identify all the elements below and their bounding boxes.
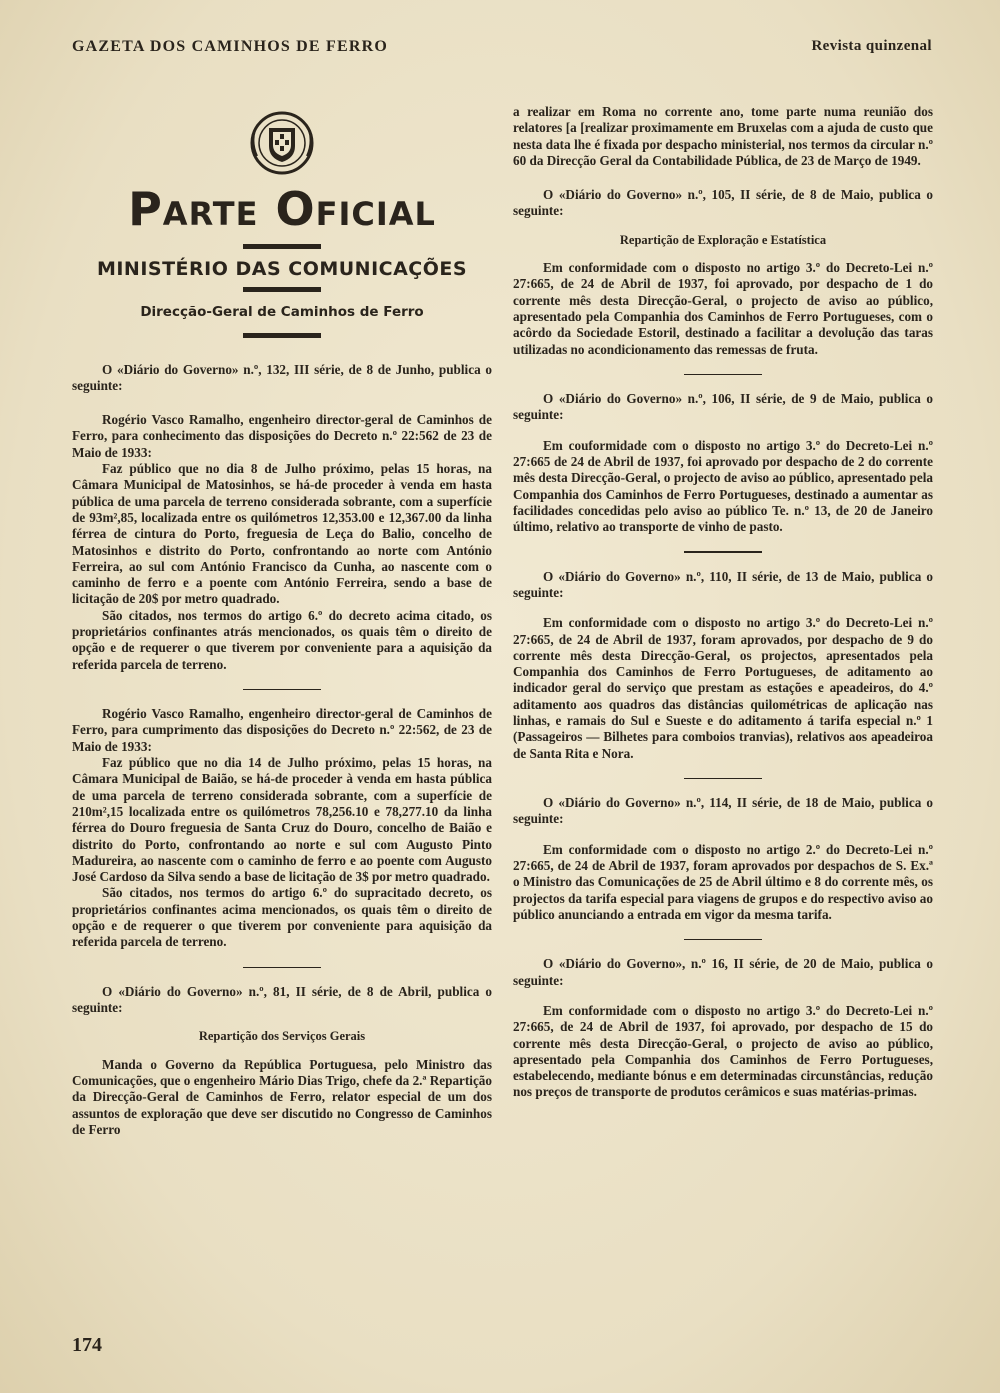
directorate-heading: Direcção-Geral de Caminhos de Ferro [140, 304, 424, 321]
notice-intro: O «Diário do Governo» n.º, 132, III série, de 8 de Junho, publica o seguinte: [72, 361, 492, 393]
right-column [513, 104, 933, 1101]
notice-paragraph: Em conformidade com o disposto no artigo 3.º do Decreto-Lei n.º 27:665, de 24 de Abril de 1937, foi aprovado, por despacho de 1 do corrente mês desta Direcção-Geral, o projecto de aviso ao público, apresentado pela Companhia dos Caminhos de Ferro Portugueses, com o acôrdo da Sociedade Estoril, destinado a facilitar a devolução das taras utilizadas no acondicionamento das remessas de fruta. [513, 260, 933, 357]
page-number: 174 [72, 1334, 102, 1356]
notice-paragraph: Rogério Vasco Ramalho, engenheiro director-geral de Caminhos de Ferro, para conhecimento das disposições do Decreto n.º 22:562 de 23 de Maio de 1933: [72, 412, 492, 460]
notice-paragraph: Faz público que no dia 14 de Julho próximo, pelas 15 horas, na Câmara Municipal de Baião, se há-de proceder à venda em hasta pública de uma parcela de terreno considerada sobrante, com a superfície de 210m²,15 localizada entre os quilómetros 78,256.10 e 78,277.10 da linha férrea do Douro freguesia de Santa Cruz do Douro, concelho de Baião e distrito do Porto, confrontando ao norte e sul com Augusto Pinto Madureira, ao nascente com o caminho de ferro e ao poente com Augusto José Cardoso da Silva sendo a base de licitação de 3$ por metro quadrado. [72, 755, 492, 885]
notice-intro: O «Diário do Governo», n.º 16, II série, de 20 de Maio, publica o seguinte: [513, 956, 933, 988]
notice-intro: O «Diário do Governo» n.º, 81, II série, de 8 de Abril, publica o seguinte: [72, 983, 492, 1016]
notice-paragraph: Faz público que no dia 8 de Julho próximo, pelas 15 horas, na Câmara Municipal de Matosinhos, se há-de proceder à venda em hasta pública de uma parcela de terreno considerada sobrante, com a superfície de 93m²,85, localizada entre os quilómetros 12,353.00 e 12,367.00 da linha férrea de cintura do Porto, freguesia de Leça do Balio, concelho de Matosinhos e distrito do Porto, confrontando ao norte com António Ferreira, ao sul com António Francisco da Cunha, ao nascente com o caminho de ferro e a poente com António Ferreira, sendo a base de licitação de 20$ por metro quadrado. [72, 461, 492, 607]
notice-intro: O «Diário do Governo» n.º, 106, II série, de 9 de Maio, publica o seguinte: [513, 391, 933, 423]
section-heading: Repartição de Exploração e Estatística [619, 232, 827, 247]
ministry-heading: MINISTÉRIO DAS COMUNICAÇÕES [96, 258, 468, 280]
journal-title: GAZETA DOS CAMINHOS DE FERRO [72, 38, 389, 55]
notice-paragraph: Rogério Vasco Ramalho, engenheiro director-geral de Caminhos de Ferro, para cumprimento das disposições do Decreto n.º 22:562, de 23 de Maio de 1933: [72, 706, 492, 754]
separator [243, 689, 321, 690]
running-head [72, 38, 932, 56]
notice-paragraph: Em conformidade com o disposto no artigo 3.º do Decreto-Lei n.º 27:665, de 24 de Abril de 1937, foi aprovado, por despacho de 15 do corrente mês desta Direcção-Geral, o projecto de aviso ao público, apresentado pela Companhia dos Caminhos de Ferro Portugueses, estabelecendo, mediante bónus e em determinadas circunstâncias, redução nos preços de transporte de produtos cerâmicos e suas matérias-primas. [513, 1002, 933, 1100]
section-heading: Repartição dos Serviços Gerais [198, 1029, 366, 1044]
divider [243, 244, 321, 249]
separator [684, 939, 762, 940]
divider [243, 333, 321, 338]
notice-paragraph: São citados, nos termos do artigo 6.º do decreto acima citado, os proprietários confinantes atrás mencionados, os quais têm o direito de opção e de requerer o que tiverem por conveniente para a aquisição da referida parcela de terreno. [72, 607, 492, 672]
separator [684, 778, 762, 779]
notice-intro: O «Diário do Governo» n.º, 114, II série, de 18 de Maio, publica o seguinte: [513, 795, 933, 827]
continued-paragraph: a realizar em Roma no corrente ano, tome parte numa reunião dos relatores [a [realizar proximamente em Bruxelas com a ajuda de custo que nesta data lhe é fixada por despacho ministerial, nos termos da circular n.º 60 da Direcção Geral da Contabilidade Pública, de 23 de Março de 1949. [513, 104, 933, 168]
separator [684, 551, 762, 552]
divider [243, 287, 321, 292]
notice-paragraph: Em couformidade com o disposto no artigo 3.º do Decreto-Lei n.º 27:665 de 24 de Abril de 1937, foi aprovado por despacho de 2 do corrente mês desta Direcção-Geral, o projecto de aviso ao público, apresentado pela Companhia dos Caminhos de Ferro Portugueses, destinado a aumentar as facilidades concedidas pelo aviso ao público Te. n.º 13, de 20 de Janeiro último, relativo ao transporte de vinho de pasto. [513, 437, 933, 535]
notice-intro: O «Diário do Governo» n.º, 105, II série, de 8 de Maio, publica o seguinte: [513, 187, 933, 219]
journal-subtitle: Revista quinzenal [811, 38, 932, 54]
separator [684, 374, 762, 375]
left-column [72, 104, 492, 1138]
notice-paragraph: Manda o Governo da República Portuguesa, pelo Ministro das Comunicações, que o engenheiro Mário Dias Trigo, chefe da 2.ª Repartição da Direcção-Geral de Caminhos de Ferro, relator especial de um dos assuntos de exploração que deve ser discutido no Congresso de Caminhos de Ferro [72, 1056, 492, 1137]
page-title: Parte Oficial [128, 182, 436, 236]
notice-paragraph: Em conformidade com o disposto no artigo 3.º do Decreto-Lei n.º 27:665, de 24 de Abril de 1937, foram aprovados, por despacho de 9 do corrente mês desta Direcção-Geral, os projectos, apresentados pela Companhia dos Caminhos de Ferro Portugueses, de aditamento ao indicador geral do serviço que prestam as estações e apeadeiros, do 4.º aditamento aos quadros das distâncias quilométricas de aplicação nas linhas, e ramais do Sul e Sueste e do aditamento á tarifa especial n.º 1 (Passageiros — Bilhetes para comboios tranvias), relativos aos apeadeiroa de Santa Rita e Nora. [513, 615, 933, 761]
separator [243, 967, 321, 968]
coat-of-arms-icon [247, 110, 317, 176]
notice-intro: O «Diário do Governo» n.º, 110, II série, de 13 de Maio, publica o seguinte: [513, 568, 933, 600]
notice-paragraph: Em conformidade com o disposto no artigo 2.º do Decreto-Lei n.º 27:665, de 24 de Abril de 1937, foram aprovados por despachos de S. Ex.ª o Ministro das Comunicações de 25 de Abril último e 8 do corrente mês, os projectos da tarifa especial para viagens de grupos e do respectivo aviso ao público anunciando a entrada em vigor da mesma tarifa. [513, 841, 933, 922]
notice-paragraph: São citados, nos termos do artigo 6.º do supracitado decreto, os proprietários confinantes acima mencionados, os quais têm o direito de opção e de requerer o que tiverem por conveniente para aquisição da referida parcela de terreno. [72, 885, 492, 950]
